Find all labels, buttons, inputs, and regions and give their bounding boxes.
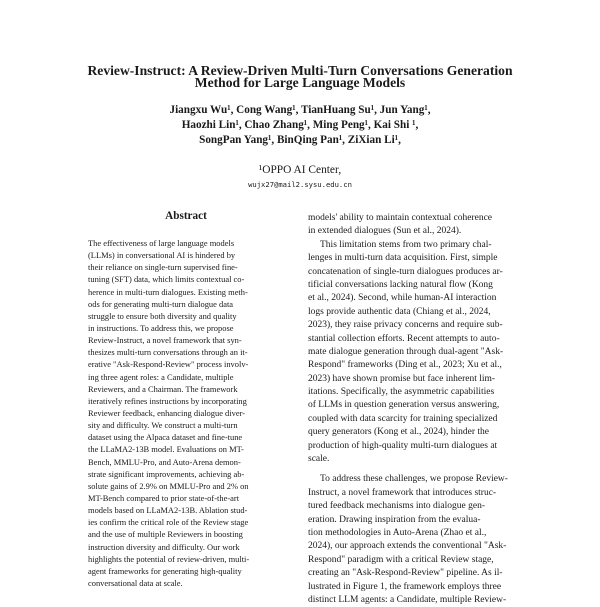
body-line: Respond" frameworks (Ding et al., 2023; Xu et al.,	[308, 360, 502, 371]
abstract-line: The effectiveness of large language models	[88, 238, 235, 248]
abstract-line: their reliance on single-turn supervised fine-	[88, 262, 238, 273]
abstract-line: Reviewers, and a Chairman. The framework	[88, 383, 238, 394]
abstract-body	[88, 237, 286, 589]
body-line: 2023), they raise privacy concerns and require sub-	[308, 320, 503, 331]
body-line: tured feedback mechanisms into dialogue gen-	[308, 501, 486, 512]
abstract-line: instruction diversity and difficulty. Our work	[88, 541, 240, 552]
body-line: models' ability to maintain contextual coherence	[308, 213, 492, 223]
abstract-line: Bench, MMLU-Pro, and Auto-Arena demon-	[88, 456, 241, 467]
body-line: This limitation stems from two primary chal-	[320, 239, 492, 250]
abstract-line: iteratively refines instructions by incorporating	[88, 395, 247, 406]
abstract-line: ing three agent roles: a Candidate, multiple	[88, 371, 234, 382]
body-line: concatenation of single-turn dialogues produces ar-	[308, 266, 503, 277]
body-line: 2023) have shown promise but face inherent lim-	[308, 373, 496, 384]
abstract-line: tuning (SFT) data, which limits contextual co-	[88, 274, 245, 285]
abstract-line: MT-Bench compared to prior state-of-the-art	[88, 492, 240, 503]
intro-column	[308, 212, 530, 607]
body-line: production of high-quality multi-turn dialogues at	[308, 440, 498, 451]
abstract-line: thesizes multi-turn conversations through an it-	[88, 347, 248, 358]
abstract-line: struggle to ensure both diversity and quality	[88, 310, 237, 321]
body-line: tion methodologies in Auto-Arena (Zhao et al.,	[308, 527, 487, 538]
body-line: To address these challenges, we propose Review-	[320, 474, 508, 485]
abstract-line: (LLMs) in conversational AI is hindered by	[88, 250, 236, 261]
body-line: et al., 2024). Second, while human-AI interaction	[308, 293, 497, 304]
body-line: mate dialogue generation through dual-agent "Ask-	[308, 346, 504, 357]
author-line: SongPan Yang¹, BinQing Pan¹, ZiXian Li¹,	[199, 134, 401, 146]
abstract-line: the LLaMA2-13B model. Evaluations on MT-	[88, 444, 244, 455]
abstract-line: models based on LLaMA2-13B. Ablation stud-	[88, 505, 248, 516]
body-line: of LLMs in question generation versus answering,	[308, 400, 500, 411]
contact-email: wujx27@mail2.sysu.edu.cn	[248, 180, 352, 189]
body-line: distinct LLM agents: a Candidate, multiple Review-	[308, 594, 507, 605]
abstract-line: agent frameworks for generating high-quality	[88, 565, 242, 576]
body-line: logs provide authentic data (Chiang et al., 2024,	[308, 306, 491, 317]
body-line: tificial conversations lacking natural flow (Kong	[308, 279, 493, 290]
body-line: in extended dialogues (Sun et al., 2024).	[308, 226, 462, 237]
abstract-line: highlights the potential of review-driven, multi-	[88, 553, 250, 564]
abstract-heading: Abstract	[165, 210, 207, 222]
abstract-line: sity and difficulty. We construct a multi-turn	[88, 420, 238, 431]
body-line: lustrated in Figure 1, the framework employs three	[308, 581, 502, 592]
author-line: Haozhi Lin¹, Chao Zhang¹, Ming Peng¹, Kai Shi ¹,	[181, 119, 419, 131]
abstract-line: Reviewer feedback, enhancing dialogue diver-	[88, 407, 246, 418]
body-line: itations. Specifically, the asymmetric capabilities	[308, 387, 495, 398]
abstract-line: and the use of multiple Reviewers in boosting	[88, 529, 243, 540]
abstract-line: solute gains of 2.9% on MMLU-Pro and 2% on	[88, 480, 249, 491]
title-line: Method for Large Language Models	[194, 75, 406, 91]
body-line: stantial collection efforts. Recent attempts to auto-	[308, 333, 500, 344]
abstract-line: conversational data at scale.	[88, 577, 183, 588]
abstract-line: herence in multi-turn dialogues. Existing meth-	[88, 286, 248, 297]
body-line: lenges in multi-turn data acquisition. First, simple	[308, 253, 498, 264]
body-line: Respond" paradigm with a critical Review stage,	[308, 554, 494, 565]
paragraph-gap	[308, 466, 530, 473]
abstract-line: ies confirm the critical role of the Review stage	[88, 517, 249, 528]
abstract-line: in instructions. To address this, we propose	[88, 322, 234, 333]
author-line: Jiangxu Wu¹, Cong Wang¹, TianHuang Su¹, Jun Yang¹,	[169, 104, 431, 116]
body-line: scale.	[308, 454, 330, 465]
paper-title	[40, 62, 560, 91]
body-line: coupled with data scarcity for training specialized	[308, 413, 498, 424]
body-line: Instruct, a novel framework that introduces struc-	[308, 487, 497, 498]
author-list	[60, 103, 540, 148]
abstract-line: Review-Instruct, a novel framework that syn-	[88, 335, 242, 346]
body-line: eration. Drawing inspiration from the evalua-	[308, 514, 481, 525]
affiliation: ¹OPPO AI Center,	[258, 164, 342, 176]
body-line: query generators (Kong et al., 2024), hinder the	[308, 427, 489, 438]
abstract-line: ods for generating multi-turn dialogue data	[88, 298, 234, 309]
title-line: Review-Instruct: A Review-Driven Multi-Turn Conversations Generation	[87, 63, 513, 78]
body-line: 2024), our approach extends the conventional "Ask-	[308, 541, 507, 552]
abstract-line: dataset using the Alpaca dataset and fine-tune	[88, 432, 243, 443]
abstract-line: strate significant improvements, achieving ab-	[88, 468, 245, 479]
abstract-line: erative "Ask-Respond-Review" process involv-	[88, 359, 249, 370]
body-line: creating an "Ask-Respond-Review" pipeline. As il-	[308, 568, 503, 579]
